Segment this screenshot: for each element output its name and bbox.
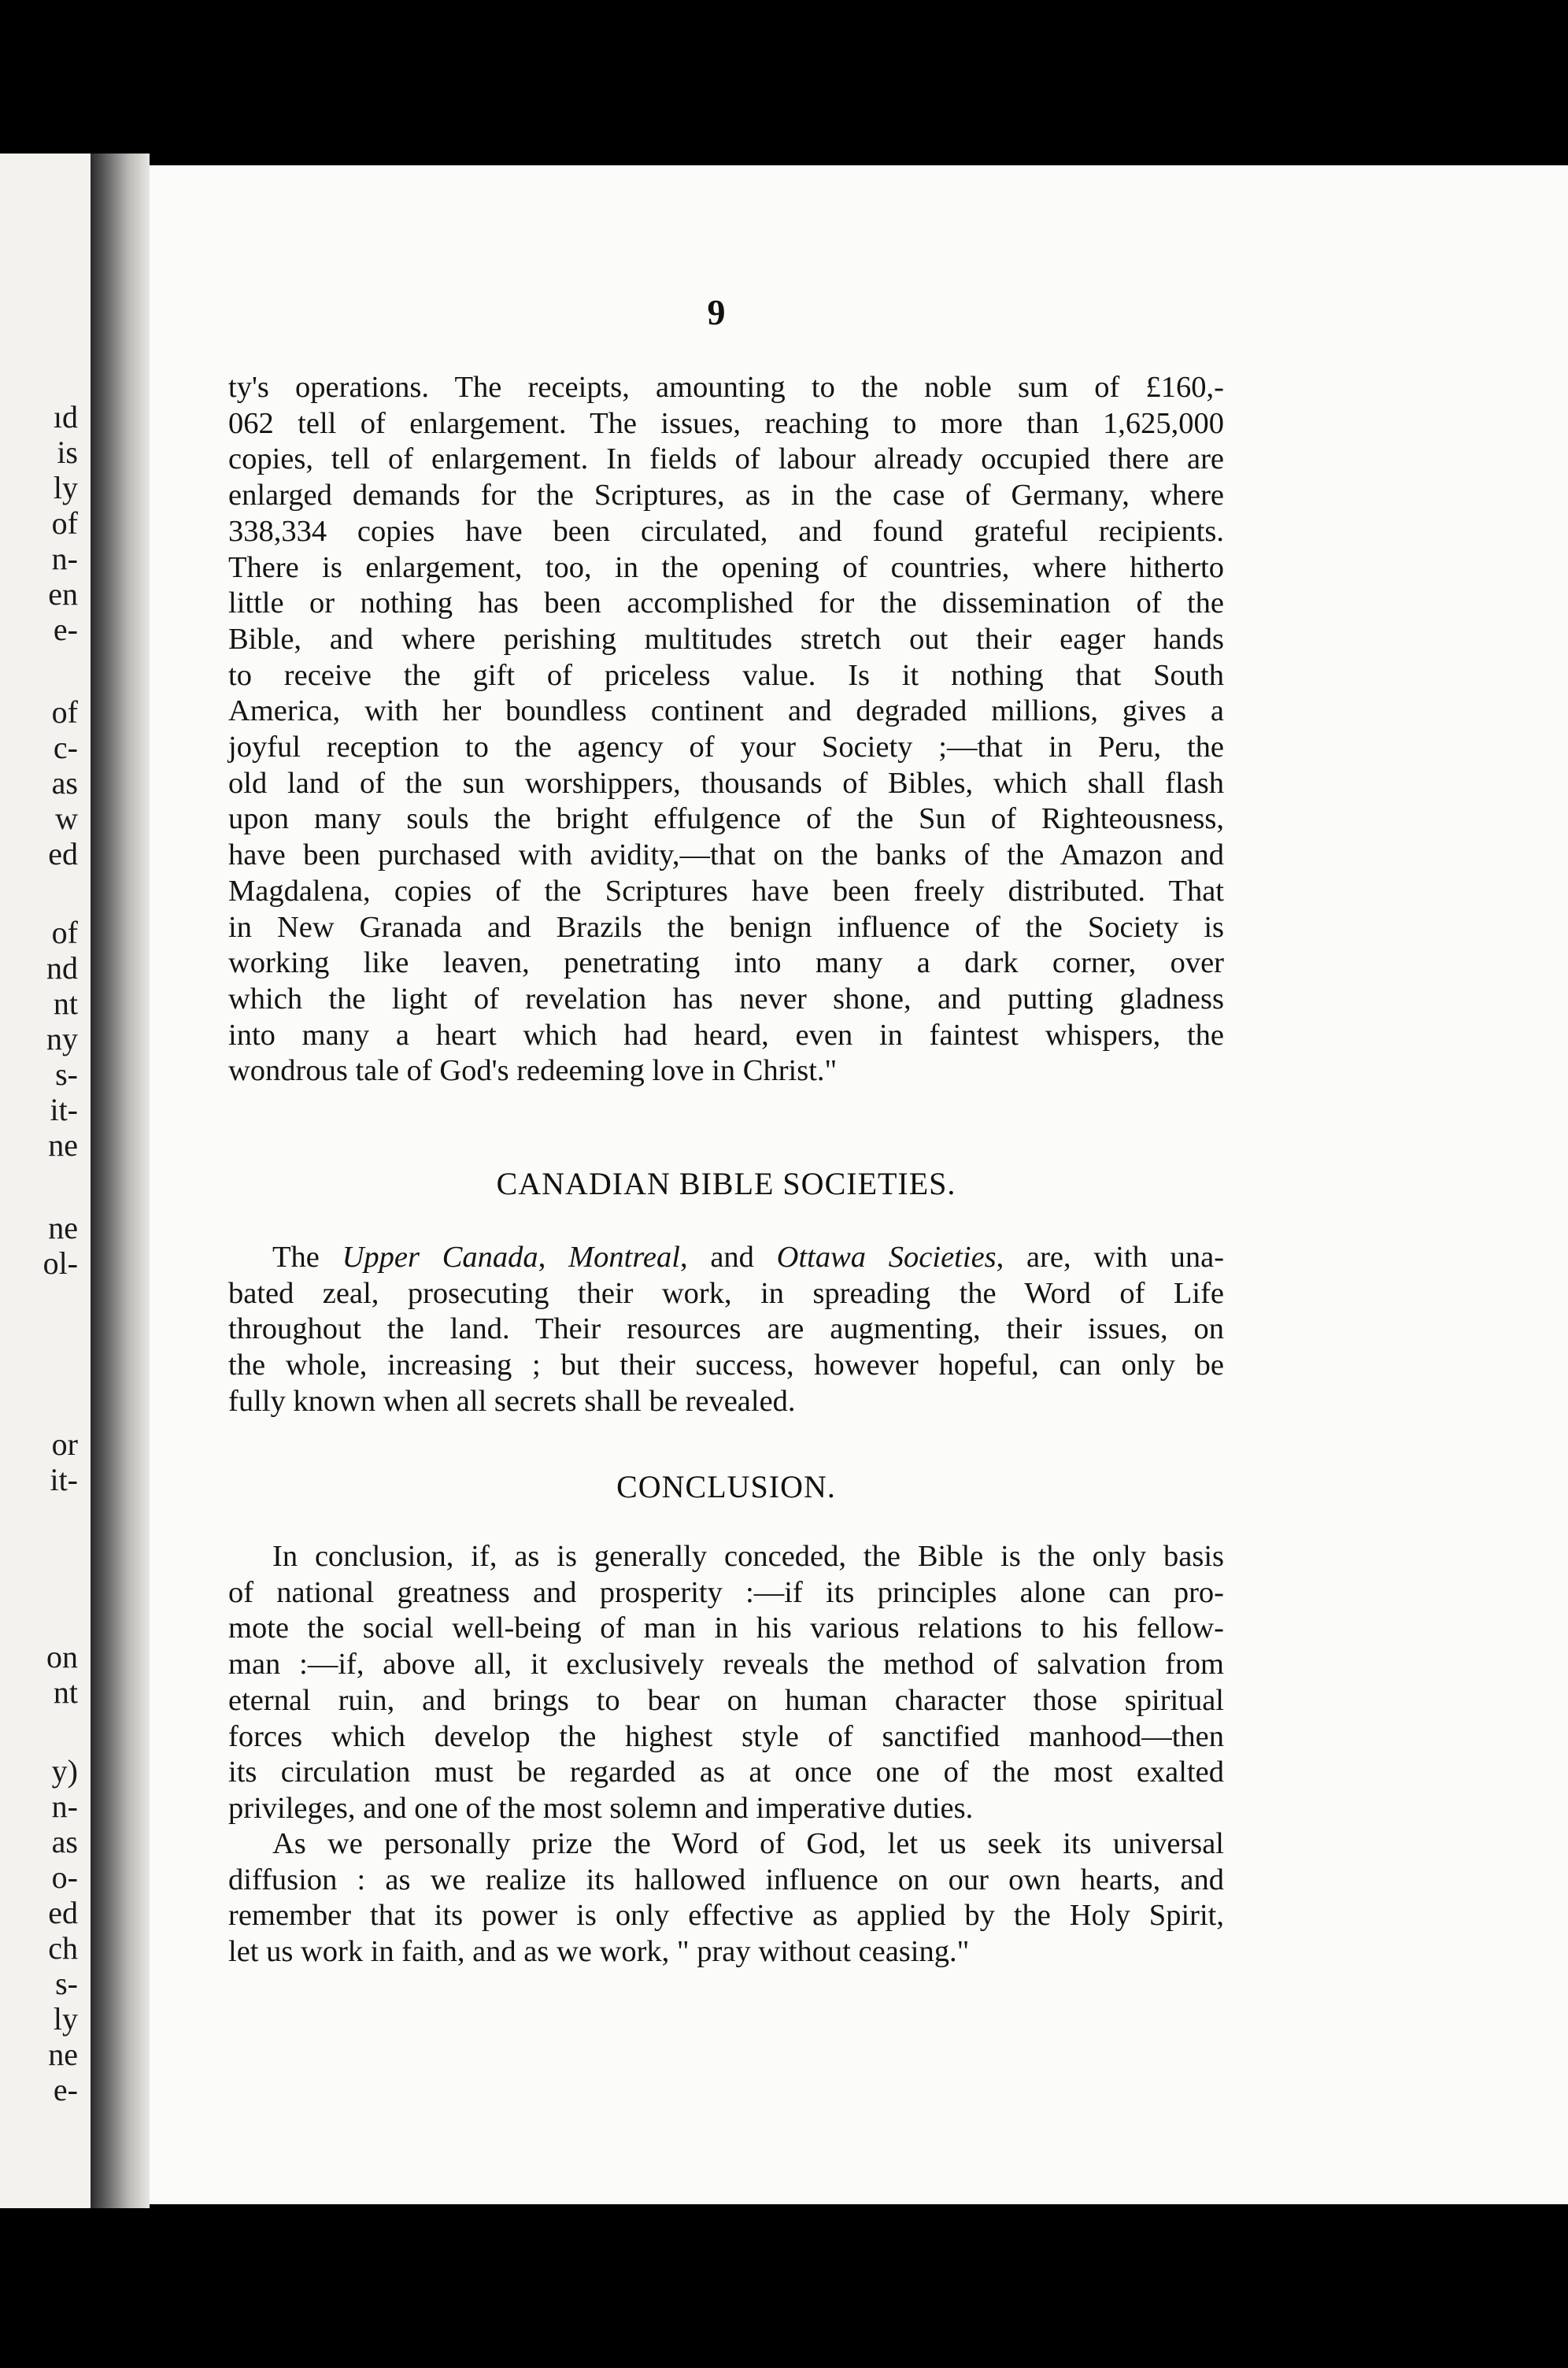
left-page-line-fragment: w <box>55 801 78 836</box>
text-line: copies, tell of enlargement. In fields of labour already occupied there are <box>228 442 1224 476</box>
text-line: In conclusion, if, as is generally conceded, the Bible is the only basis <box>272 1540 1224 1573</box>
left-page-line-fragment: s- <box>55 1966 78 2001</box>
paragraph-canadian-societies <box>228 1240 1224 1420</box>
left-page-fragment <box>0 154 91 2208</box>
text-line: the whole, increasing ; but their success, however hopeful, can only be <box>228 1349 1224 1382</box>
text-line: Bible, and where perishing multitudes stretch out their eager hands <box>228 622 1224 656</box>
left-page-line-fragment: e- <box>53 612 78 647</box>
text-line: fully known when all secrets shall be revealed. <box>228 1384 796 1418</box>
text-line: throughout the land. Their resources are augmenting, their issues, on <box>228 1312 1224 1346</box>
left-page-line-fragment: ne <box>48 2037 78 2072</box>
left-page-line-fragment: of <box>51 694 78 730</box>
text-line: little or nothing has been accomplished for the dissemination of the <box>228 586 1224 620</box>
text-line: which the light of revelation has never shone, and putting gladness <box>228 982 1224 1016</box>
heading-conclusion: CONCLUSION. <box>616 1469 836 1504</box>
ottawa-societies-italic: Ottawa Societies <box>776 1241 997 1274</box>
left-page-line-fragment: o- <box>51 1859 78 1895</box>
text-line: forces which develop the highest style of sanctified manhood—then <box>228 1719 1224 1753</box>
left-page-line-fragment: or <box>51 1426 78 1462</box>
text-line: to receive the gift of priceless value. Is it nothing that South <box>228 658 1224 692</box>
text-line: America, with her boundless continent and degraded millions, gives a <box>228 694 1224 728</box>
left-page-line-fragment: e- <box>53 2072 78 2107</box>
text-line: privileges, and one of the most solemn and imperative duties. <box>228 1791 974 1825</box>
left-page-line-fragment: y) <box>51 1753 78 1789</box>
left-page-line-fragment: ol- <box>43 1245 78 1281</box>
left-page-line-fragment: ly <box>53 470 78 505</box>
text-line: man :—if, above all, it exclusively reveals the method of salvation from <box>228 1648 1224 1682</box>
text-line: eternal ruin, and brings to bear on human character those spiritual <box>228 1683 1224 1717</box>
paragraph-conclusion <box>228 1539 1224 1827</box>
text-line: old land of the sun worshippers, thousands of Bibles, which shall flash <box>228 766 1224 800</box>
left-page-line-fragment: n- <box>51 541 78 576</box>
left-page-line-fragment: nd <box>46 950 78 986</box>
text-line: bated zeal, prosecuting their work, in spreading the Word of Life <box>228 1276 1224 1310</box>
text-line: of national greatness and prosperity :—if its principles alone can pro- <box>228 1575 1224 1609</box>
left-page-line-fragment: ed <box>48 1895 78 1930</box>
text-line: ty's operations. The receipts, amounting to the noble sum of £160,- <box>228 371 1224 404</box>
text-line: let us work in faith, and as we work, " pray without ceasing." <box>228 1935 970 1969</box>
text-line: The Upper Canada, Montreal, and Ottawa Societies, are, with una- <box>272 1241 1225 1274</box>
left-page-line-fragment: of <box>51 915 78 950</box>
left-page-line-fragment: c- <box>53 730 78 765</box>
left-page-line-fragment: nt <box>53 986 78 1021</box>
paragraph-final-exhortation <box>228 1826 1224 1970</box>
montreal-italic: Montreal <box>568 1241 680 1274</box>
text-line: wondrous tale of God's redeeming love in Christ." <box>228 1054 838 1088</box>
left-page-line-fragment: ch <box>48 1930 78 1966</box>
left-page-line-fragment: as <box>51 1824 78 1859</box>
left-page-line-fragment: s- <box>55 1056 78 1092</box>
book-gutter <box>91 154 150 2208</box>
left-page-line-fragment: n- <box>51 1789 78 1824</box>
text-line: into many a heart which had heard, even in faintest whispers, the <box>228 1018 1224 1052</box>
text-line: Magdalena, copies of the Scriptures have been freely distributed. That <box>228 874 1224 908</box>
left-page-line-fragment: ıd <box>53 399 78 435</box>
left-page-line-fragment: of <box>51 505 78 541</box>
left-page-line-fragment: en <box>48 576 78 612</box>
left-page-line-fragment: ne <box>48 1127 78 1163</box>
left-page-line-fragment: nt <box>53 1674 78 1710</box>
text-line: joyful reception to the agency of your Society ;—that in Peru, the <box>228 731 1224 764</box>
text-line: mote the social well-being of man in his various relations to his fellow- <box>228 1611 1224 1645</box>
left-page-line-fragment: as <box>51 765 78 801</box>
left-page-line-fragment: ny <box>46 1021 78 1056</box>
text-line: remember that its power is only effective as applied by the Holy Spirit, <box>228 1899 1224 1933</box>
paragraph-operations <box>228 370 1224 1090</box>
heading-canadian-bible-societies: CANADIAN BIBLE SOCIETIES. <box>496 1166 956 1201</box>
text-line: in New Granada and Brazils the benign influence of the Society is <box>228 910 1224 944</box>
left-page-line-fragment: it- <box>50 1092 78 1127</box>
left-page-line-fragment: on <box>46 1639 78 1674</box>
text-line: working like leaven, penetrating into many a dark corner, over <box>228 946 1224 980</box>
left-page-line-fragment: is <box>57 435 78 470</box>
left-page-line-fragment: ne <box>48 1210 78 1245</box>
left-page-line-fragment: ly <box>53 2001 78 2037</box>
text-line: have been purchased with avidity,—that on the banks of the Amazon and <box>228 838 1224 872</box>
left-page-line-fragment: it- <box>50 1462 78 1497</box>
text-line: As we personally prize the Word of God, let us seek its universal <box>272 1827 1224 1860</box>
text-line: 338,334 copies have been circulated, and found grateful recipients. <box>228 514 1224 548</box>
left-page-line-fragment: ed <box>48 836 78 871</box>
page-number: 9 <box>707 292 726 332</box>
upper-canada-italic: Upper Canada <box>342 1241 538 1274</box>
text-line: diffusion : as we realize its hallowed influence on our own hearts, and <box>228 1863 1224 1896</box>
text-line: There is enlargement, too, in the opening of countries, where hitherto <box>228 550 1224 584</box>
text-line: enlarged demands for the Scriptures, as in the case of Germany, where <box>228 479 1224 512</box>
text-line: upon many souls the bright effulgence of the Sun of Righteousness, <box>228 802 1224 836</box>
text-line: 062 tell of enlargement. The issues, reaching to more than 1,625,000 <box>228 406 1224 440</box>
text-line: its circulation must be regarded as at once one of the most exalted <box>228 1756 1224 1789</box>
